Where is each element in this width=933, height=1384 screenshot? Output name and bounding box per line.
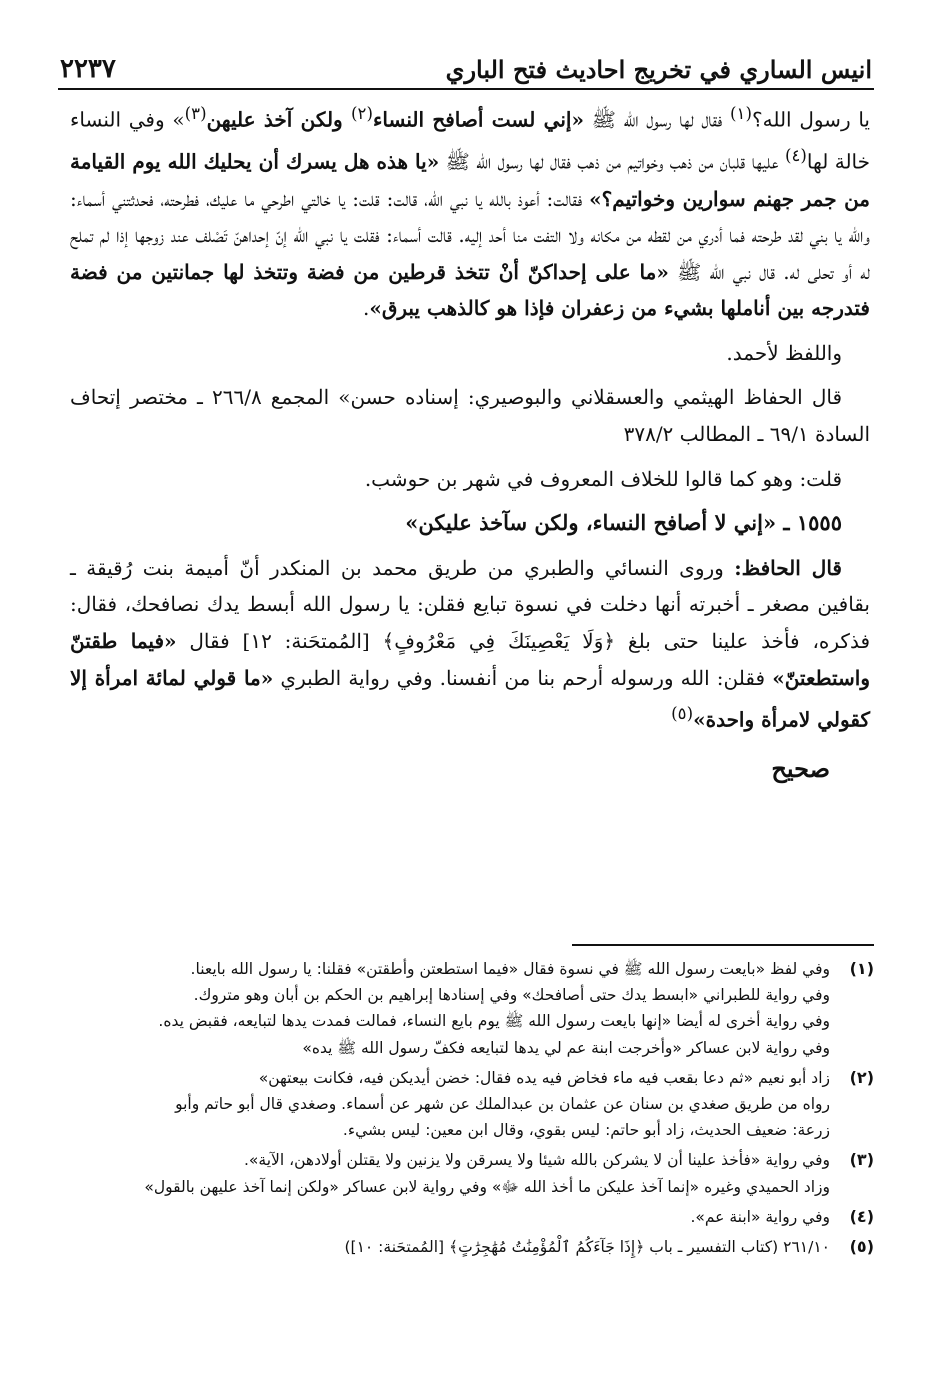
prophet-quote: «إني لست أصافح النساء [372,107,584,132]
prophet-quote: «ما على إحداكنّ أنْ تتخذ قرطين من فضة وتتخذ لها جمانتين من فضة فتدرجه بين أناملها بشيء من زعفران فإذا هو كالذهب يبرق» [70,259,870,321]
prophet-quote: «فيما طقتنّ واستطعتنّ» [70,629,871,690]
footnote-line: وفي رواية أخرى له أيضا «إنها بايعت رسول الله ﷺ يوم بايع النساء، فمالت فمدت يدها لتبايعه، فقبض يده. [158,1012,830,1031]
text-run: » وفي النساء خالة لها [70,107,871,174]
footnote-number: (١) [849,959,874,978]
footnote-line: وفي رواية «فأخذ علينا أن لا يشركن بالله شيئا ولا يسرقن ولا يزنين ولا يقتلن أولادهن، الآية». [244,1151,830,1170]
footnote-body [70,1234,830,1260]
footnote-ref-3[interactable]: (٣) [184,104,207,123]
footnote-number: (٤) [849,1206,874,1226]
book-title: انيس الساري في تخريج احاديث فتح الباري [445,55,872,84]
text-run: فقال لها رسول الله ﷺ [583,107,731,132]
footnote-body [70,1065,830,1144]
footnote-item [70,1065,874,1144]
footnote-number: (٥) [849,1237,874,1257]
footnote-line: وفي لفظ «بايعت رسول الله ﷺ في نسوة فقال «فيما استطعتن وأطقتن» فقلنا: يا رسول الله بايعنا. [190,960,830,978]
text-run: عليها قلبان من ذهب وخواتيم من ذهب فقال لها رسول الله ﷺ [439,149,785,174]
hadith-narrative-paragraph [70,96,870,327]
prophet-quote: ولكن آخذ عليهن [206,107,352,132]
footnote-number: (٢) [849,1067,874,1087]
attribution-paragraph: واللفظ لأحمد. [726,340,842,365]
footnote-item [70,1204,874,1230]
header-rule [58,88,874,90]
author-comment-paragraph: قلت: وهو كما قالوا للخلاف المعروف في شهر بن حوشب. [364,466,842,491]
footnote-body [70,956,830,1061]
text-run: فقلن: الله ورسوله أرحم بنا من أنفسنا. وفي رواية الطبري [273,665,773,690]
grading-paragraph: قال الحفاظ الهيثمي والعسقلاني والبوصيري: إسناده حسن» المجمع ٢٦٦/٨ ـ مختصر إتحاف السادة ٦٩/١ ـ المطالب ٣٧٨/٢ [70,385,870,447]
footnote-line: زاد أبو نعيم «ثم دعا بقعب فيه ماء فخاض فيه يده فقال: خضن أيديكن فيه، فكانت بيعتهن» [258,1068,830,1087]
hafiz-commentary-paragraph [70,550,870,739]
prophet-quote: «ما قولي لمائة امرأة إلا كقولي لامرأة واحدة» [70,665,870,732]
grade-verdict: صحيح [771,754,830,784]
prophet-quote: «يا هذه هل يسرك أن يحليك الله يوم القيامة من جمر جهنم سوارين وخواتيم؟» [70,149,871,211]
footnote-item [70,956,874,1061]
footnote-body [70,1204,830,1230]
footnote-ref-5[interactable]: (٥) [671,704,694,724]
hadith-heading: ١٥٥٥ ـ «إني لا أصافح النساء، ولكن سآخذ عليكن» [405,510,842,536]
text-run: وروى النسائي والطبري من طريق محمد بن المنكدر أنّ أميمة بنت رُقيقة ـ بقافين مصغر ـ أخبرته أنها دخلت في نسوة تبايع فقلن: يا رسول الله أبسط يدك نصافحك، فقال: فذكره، فأخذ علينا حتى بلغ ﴿وَلَا يَعْصِينَكَ فِي مَعْرُوفٍ﴾ [المُمتحَنة: ١٢] فقال [70,555,871,654]
text-run: يا رسول الله؟ [751,107,870,132]
main-text [70,96,870,783]
footnote-line: وفي رواية لابن عساكر «وأخرجت ابنة عم لي يدها لتبايعه فكفّ رسول الله ﷺ يده» [302,1038,830,1057]
footnote-line: زرعة: ضعيف الحديث، زاد أبو حاتم: ليس بقوي، وقال ابن معين: ليس بشيء. [342,1121,830,1140]
running-header [60,48,872,84]
footnote-body [70,1147,830,1199]
hafiz-label: قال الحافظ: [734,555,842,580]
text-run: . [362,296,370,321]
footnote-line: وفي رواية للطبراني «ابسط يدك حتى أصافحك» وفي إسنادها إبراهيم بن الحكم بن أبان وهو متروك. [193,986,830,1005]
footnote-number: (٣) [849,1150,874,1170]
footnote-ref-4[interactable]: (٤) [784,146,807,166]
footnote-line: ٢٦١/١٠ (كتاب التفسير ـ باب ﴿إِذَا جَآءَكُمُ ٱلْمُؤْمِنَٰتُ مُهَٰجِرَٰتٍ﴾ [المُمتحَنة: ١٠]) [344,1238,830,1257]
page-number: ٢٢٣٧ [60,54,116,84]
footnote-line: وفي رواية «ابنة عم». [690,1207,830,1226]
footnote-ref-1[interactable]: (١) [730,104,752,123]
footnote-item [70,1147,874,1199]
footnotes-section [70,956,874,1260]
footnote-item [70,1234,874,1260]
footnote-ref-2[interactable]: (٢) [351,104,373,123]
footnote-line: رواه من طريق صغدي بن سنان عن عثمان بن عبدالملك عن شهر عن أسماء. وصغدي قال أبو حاتم وأبو [175,1095,830,1114]
footnote-separator [572,944,874,946]
footnote-line: وزاد الحميدي وغيره «إنما آخذ عليكن ما أخذ الله ﷻ» وفي رواية لابن عساكر «ولكن إنما آخذ عليهن بالقول» [144,1177,830,1196]
text-run: فقالت: أعوذ بالله يا نبي الله، قالت: قلت: يا خالتي اطرحي ما عليك، فطرحته، فحدثتني أسماء: والله يا بني لقد طرحته فما أدري من لقطه من مكانه ولا التفت منا أحد إليه. قالت أسماء: فقلت يا نبي الله إنّ إحداهنّ تَصْلف عند زوجها إذا لم تملح له أو تحلى له. قال نبي الله ﷺ [70,186,870,284]
